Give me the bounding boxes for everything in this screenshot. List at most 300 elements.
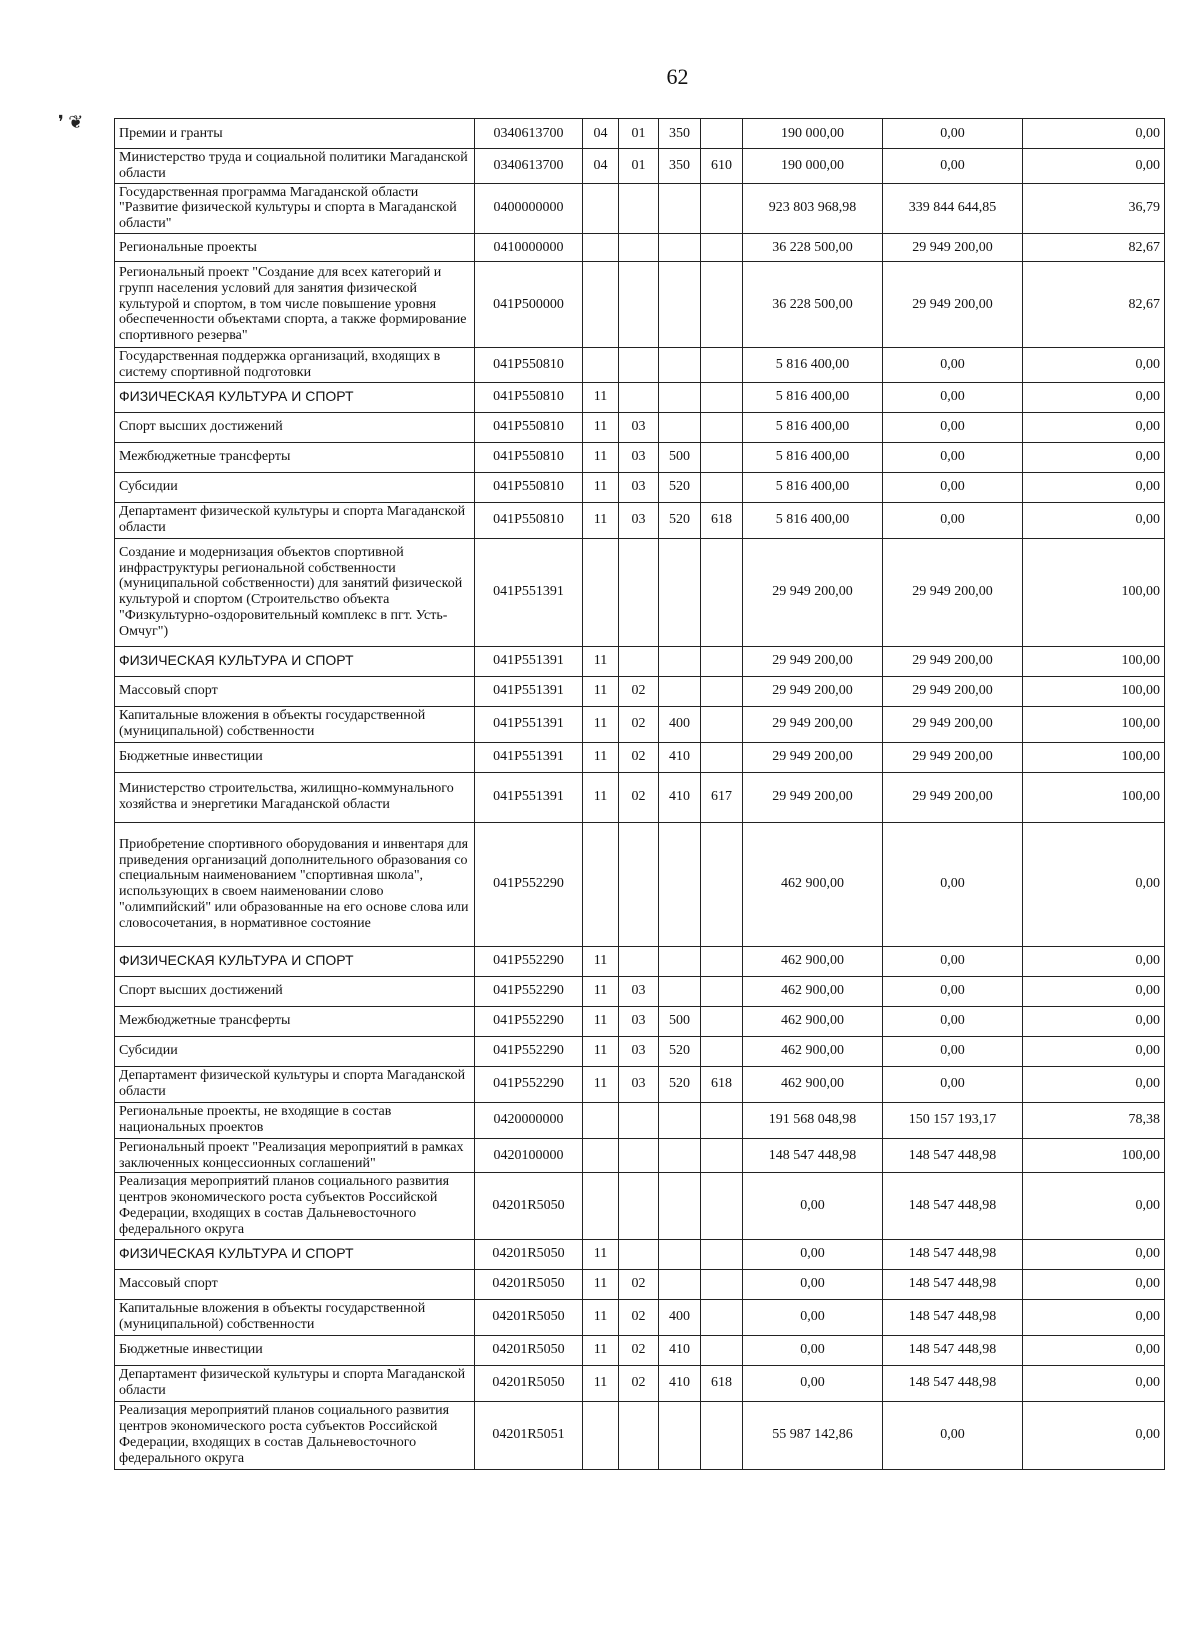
row-percent: 0,00 [1023,946,1165,976]
row-percent: 0,00 [1023,1335,1165,1365]
row-plan-amount: 5 816 400,00 [743,382,883,412]
row-administrator [701,472,743,502]
table-row [115,1066,1165,1102]
row-code: 041P551391 [475,742,583,772]
row-percent: 0,00 [1023,382,1165,412]
table-row [115,772,1165,822]
row-name: Бюджетные инвестиции [115,1335,475,1365]
row-administrator: 618 [701,502,743,538]
row-code: 041P551391 [475,646,583,676]
row-section [583,183,619,233]
row-expense-type: 410 [659,1335,701,1365]
row-subsection [619,1173,659,1239]
row-percent: 100,00 [1023,676,1165,706]
row-section: 11 [583,1365,619,1401]
row-section: 11 [583,1066,619,1102]
row-plan-amount: 462 900,00 [743,822,883,946]
row-name: Региональные проекты [115,234,475,262]
row-plan-amount: 29 949 200,00 [743,676,883,706]
row-subsection [619,262,659,348]
row-name: Региональные проекты, не входящие в состав национальных проектов [115,1102,475,1138]
row-code: 041P500000 [475,262,583,348]
row-actual-amount: 29 949 200,00 [883,772,1023,822]
row-percent: 0,00 [1023,822,1165,946]
row-expense-type: 520 [659,472,701,502]
row-name: Региональный проект "Создание для всех категорий и групп населения условий для занятия физической культурой и спортом, в том числе повышение уровня обеспеченности объектами спорта, а также формирование спортивного резерва" [115,262,475,348]
row-actual-amount: 148 547 448,98 [883,1269,1023,1299]
row-plan-amount: 0,00 [743,1173,883,1239]
row-code: 04201R5050 [475,1173,583,1239]
row-code: 04201R5050 [475,1365,583,1401]
row-actual-amount: 0,00 [883,976,1023,1006]
row-administrator [701,382,743,412]
row-code: 04201R5051 [475,1401,583,1469]
row-expense-type: 350 [659,119,701,149]
table-row [115,1401,1165,1469]
row-plan-amount: 0,00 [743,1335,883,1365]
row-administrator [701,412,743,442]
row-expense-type [659,646,701,676]
row-name: ФИЗИЧЕСКАЯ КУЛЬТУРА И СПОРТ [115,382,475,412]
row-plan-amount: 0,00 [743,1269,883,1299]
row-plan-amount: 5 816 400,00 [743,348,883,383]
row-subsection: 02 [619,742,659,772]
row-actual-amount: 0,00 [883,1036,1023,1066]
row-administrator [701,1006,743,1036]
row-percent: 100,00 [1023,772,1165,822]
row-plan-amount: 29 949 200,00 [743,646,883,676]
row-name: Межбюджетные трансферты [115,1006,475,1036]
row-code: 041P551391 [475,706,583,742]
row-actual-amount: 0,00 [883,1066,1023,1102]
row-subsection: 03 [619,442,659,472]
row-plan-amount: 191 568 048,98 [743,1102,883,1138]
row-expense-type [659,348,701,383]
row-administrator [701,1335,743,1365]
row-percent: 0,00 [1023,976,1165,1006]
row-actual-amount: 29 949 200,00 [883,262,1023,348]
table-row [115,1365,1165,1401]
row-subsection [619,1138,659,1173]
row-administrator [701,646,743,676]
row-plan-amount: 36 228 500,00 [743,262,883,348]
row-section: 11 [583,502,619,538]
row-percent: 100,00 [1023,538,1165,646]
row-subsection: 03 [619,976,659,1006]
row-section: 11 [583,946,619,976]
row-plan-amount: 462 900,00 [743,1036,883,1066]
row-plan-amount: 148 547 448,98 [743,1138,883,1173]
row-plan-amount: 55 987 142,86 [743,1401,883,1469]
row-actual-amount: 148 547 448,98 [883,1335,1023,1365]
row-plan-amount: 0,00 [743,1299,883,1335]
table-row [115,646,1165,676]
row-percent: 0,00 [1023,1036,1165,1066]
row-section [583,234,619,262]
row-percent: 0,00 [1023,502,1165,538]
row-code: 041P550810 [475,412,583,442]
row-percent: 0,00 [1023,1401,1165,1469]
row-subsection [619,234,659,262]
row-administrator [701,1239,743,1269]
row-subsection [619,646,659,676]
row-expense-type [659,382,701,412]
row-name: Массовый спорт [115,1269,475,1299]
row-name: Государственная поддержка организаций, входящих в систему спортивной подготовки [115,348,475,383]
row-percent: 0,00 [1023,442,1165,472]
row-section [583,1138,619,1173]
row-plan-amount: 0,00 [743,1239,883,1269]
row-subsection: 02 [619,1299,659,1335]
row-expense-type [659,412,701,442]
row-actual-amount: 0,00 [883,149,1023,184]
row-code: 041P552290 [475,822,583,946]
row-plan-amount: 5 816 400,00 [743,412,883,442]
row-percent: 100,00 [1023,706,1165,742]
row-actual-amount: 29 949 200,00 [883,742,1023,772]
row-actual-amount: 29 949 200,00 [883,676,1023,706]
row-administrator [701,119,743,149]
row-subsection [619,946,659,976]
row-code: 041P550810 [475,472,583,502]
row-section: 11 [583,772,619,822]
row-name: Субсидии [115,472,475,502]
row-administrator [701,1138,743,1173]
row-administrator: 610 [701,149,743,184]
row-expense-type [659,1269,701,1299]
row-name: Государственная программа Магаданской области "Развитие физической культуры и спорта в Магаданской области" [115,183,475,233]
row-administrator [701,183,743,233]
row-section: 11 [583,1299,619,1335]
row-actual-amount: 29 949 200,00 [883,538,1023,646]
row-actual-amount: 150 157 193,17 [883,1102,1023,1138]
row-administrator: 618 [701,1066,743,1102]
row-section: 11 [583,1036,619,1066]
row-expense-type [659,1239,701,1269]
row-plan-amount: 29 949 200,00 [743,772,883,822]
table-row [115,946,1165,976]
row-percent: 0,00 [1023,1239,1165,1269]
row-percent: 0,00 [1023,412,1165,442]
row-plan-amount: 5 816 400,00 [743,472,883,502]
row-subsection: 02 [619,676,659,706]
row-subsection [619,538,659,646]
table-row [115,412,1165,442]
row-subsection: 02 [619,706,659,742]
row-subsection [619,1401,659,1469]
row-expense-type [659,822,701,946]
row-section: 11 [583,472,619,502]
table-row [115,149,1165,184]
row-actual-amount: 0,00 [883,348,1023,383]
row-actual-amount: 0,00 [883,472,1023,502]
table-row [115,1138,1165,1173]
row-percent: 0,00 [1023,1173,1165,1239]
row-section [583,262,619,348]
row-administrator [701,1102,743,1138]
row-actual-amount: 29 949 200,00 [883,234,1023,262]
row-administrator [701,742,743,772]
table-row [115,1239,1165,1269]
row-name: Субсидии [115,1036,475,1066]
row-name: Бюджетные инвестиции [115,742,475,772]
row-subsection: 02 [619,772,659,822]
row-actual-amount: 0,00 [883,1006,1023,1036]
table-row [115,676,1165,706]
row-actual-amount: 148 547 448,98 [883,1365,1023,1401]
table-row [115,119,1165,149]
row-name: Капитальные вложения в объекты государственной (муниципальной) собственности [115,706,475,742]
row-administrator [701,262,743,348]
row-percent: 78,38 [1023,1102,1165,1138]
row-administrator [701,1401,743,1469]
row-actual-amount: 0,00 [883,502,1023,538]
row-section [583,1401,619,1469]
page-number: 62 [666,64,689,89]
row-name: Министерство строительства, жилищно-коммунального хозяйства и энергетики Магаданской области [115,772,475,822]
row-name: Региональный проект "Реализация мероприятий в рамках заключенных концессионных соглашений" [115,1138,475,1173]
row-expense-type [659,183,701,233]
row-actual-amount: 29 949 200,00 [883,646,1023,676]
row-administrator [701,348,743,383]
table-row [115,262,1165,348]
row-subsection: 03 [619,412,659,442]
row-section: 11 [583,676,619,706]
row-percent: 0,00 [1023,149,1165,184]
row-section: 11 [583,442,619,472]
row-percent: 0,00 [1023,1299,1165,1335]
row-name: Реализация мероприятий планов социального развития центров экономического роста субъектов Российской Федерации, входящих в состав Дальневосточного федерального округа [115,1401,475,1469]
row-plan-amount: 5 816 400,00 [743,442,883,472]
row-expense-type: 410 [659,772,701,822]
row-name: Создание и модернизация объектов спортивной инфраструктуры региональной собственности (муниципальной собственности) для занятий физической культурой и спортом (Строительство объекта "Физкультурно-оздоровительный комплекс в пгт. Усть-Омчуг") [115,538,475,646]
row-expense-type: 410 [659,742,701,772]
row-percent: 0,00 [1023,1269,1165,1299]
row-percent: 100,00 [1023,1138,1165,1173]
row-name: Департамент физической культуры и спорта Магаданской области [115,1066,475,1102]
row-name: Спорт высших достижений [115,412,475,442]
row-code: 041P550810 [475,348,583,383]
row-expense-type [659,538,701,646]
row-section [583,1102,619,1138]
table-row [115,538,1165,646]
row-administrator [701,946,743,976]
row-subsection [619,1239,659,1269]
row-actual-amount: 0,00 [883,119,1023,149]
row-percent: 100,00 [1023,646,1165,676]
row-actual-amount: 148 547 448,98 [883,1239,1023,1269]
row-actual-amount: 0,00 [883,382,1023,412]
row-actual-amount: 0,00 [883,1401,1023,1469]
row-plan-amount: 190 000,00 [743,119,883,149]
row-section: 11 [583,382,619,412]
row-actual-amount: 29 949 200,00 [883,706,1023,742]
row-code: 0340613700 [475,119,583,149]
row-administrator [701,442,743,472]
row-actual-amount: 148 547 448,98 [883,1173,1023,1239]
row-section: 11 [583,742,619,772]
row-expense-type: 350 [659,149,701,184]
row-percent: 100,00 [1023,742,1165,772]
row-expense-type: 410 [659,1365,701,1401]
row-code: 041P552290 [475,1036,583,1066]
row-section: 11 [583,1006,619,1036]
row-section: 04 [583,119,619,149]
row-expense-type [659,1102,701,1138]
row-code: 041P550810 [475,382,583,412]
row-expense-type: 500 [659,1006,701,1036]
row-subsection: 03 [619,1036,659,1066]
table-row [115,442,1165,472]
row-plan-amount: 462 900,00 [743,946,883,976]
row-plan-amount: 36 228 500,00 [743,234,883,262]
row-name: Приобретение спортивного оборудования и инвентаря для приведения организаций дополнительного образования со специальным наименованием "спортивная школа", использующих в своем наименовании слово "олимпийский" или образованные на его основе слова или словосочетания, в нормативное состояние [115,822,475,946]
row-administrator [701,1173,743,1239]
row-section: 11 [583,646,619,676]
row-subsection [619,382,659,412]
row-subsection: 01 [619,119,659,149]
row-expense-type [659,1138,701,1173]
row-section: 11 [583,1239,619,1269]
row-plan-amount: 462 900,00 [743,1066,883,1102]
row-code: 0420000000 [475,1102,583,1138]
row-section [583,538,619,646]
row-subsection: 03 [619,1006,659,1036]
row-plan-amount: 5 816 400,00 [743,502,883,538]
row-subsection: 03 [619,1066,659,1102]
row-code: 041P552290 [475,946,583,976]
row-name: Массовый спорт [115,676,475,706]
row-plan-amount: 29 949 200,00 [743,538,883,646]
row-percent: 82,67 [1023,262,1165,348]
row-actual-amount: 148 547 448,98 [883,1138,1023,1173]
row-section [583,1173,619,1239]
row-name: Спорт высших достижений [115,976,475,1006]
row-administrator [701,1269,743,1299]
table-row [115,234,1165,262]
table-row [115,1006,1165,1036]
row-code: 0340613700 [475,149,583,184]
row-administrator: 618 [701,1365,743,1401]
table-row [115,706,1165,742]
row-subsection [619,183,659,233]
table-row [115,1269,1165,1299]
row-name: Капитальные вложения в объекты государственной (муниципальной) собственности [115,1299,475,1335]
row-code: 04201R5050 [475,1269,583,1299]
row-expense-type [659,1401,701,1469]
row-expense-type: 520 [659,1066,701,1102]
row-code: 041P551391 [475,676,583,706]
row-actual-amount: 0,00 [883,822,1023,946]
table-row [115,1335,1165,1365]
row-administrator [701,1036,743,1066]
row-name: Межбюджетные трансферты [115,442,475,472]
row-name: ФИЗИЧЕСКАЯ КУЛЬТУРА И СПОРТ [115,646,475,676]
row-plan-amount: 29 949 200,00 [743,706,883,742]
row-code: 04201R5050 [475,1299,583,1335]
row-administrator [701,234,743,262]
row-actual-amount: 0,00 [883,412,1023,442]
row-administrator [701,1299,743,1335]
row-subsection [619,822,659,946]
row-administrator [701,706,743,742]
row-actual-amount: 0,00 [883,946,1023,976]
row-administrator: 617 [701,772,743,822]
table-row [115,183,1165,233]
table-row [115,1299,1165,1335]
row-expense-type [659,946,701,976]
row-section: 11 [583,1335,619,1365]
row-plan-amount: 462 900,00 [743,1006,883,1036]
row-percent: 0,00 [1023,348,1165,383]
table-row [115,822,1165,946]
row-code: 041P550810 [475,502,583,538]
row-percent: 0,00 [1023,119,1165,149]
table-row [115,1102,1165,1138]
row-plan-amount: 190 000,00 [743,149,883,184]
row-section: 04 [583,149,619,184]
row-expense-type [659,234,701,262]
row-percent: 0,00 [1023,472,1165,502]
row-section: 11 [583,976,619,1006]
row-actual-amount: 339 844 644,85 [883,183,1023,233]
row-plan-amount: 0,00 [743,1365,883,1401]
row-section: 11 [583,1269,619,1299]
row-expense-type [659,676,701,706]
row-section [583,822,619,946]
row-code: 0410000000 [475,234,583,262]
row-name: Департамент физической культуры и спорта Магаданской области [115,1365,475,1401]
row-percent: 82,67 [1023,234,1165,262]
row-actual-amount: 0,00 [883,442,1023,472]
row-subsection: 03 [619,502,659,538]
row-subsection [619,1102,659,1138]
row-subsection: 03 [619,472,659,502]
row-administrator [701,822,743,946]
scan-mark: ❜ ❦ [58,112,84,132]
row-code: 04201R5050 [475,1335,583,1365]
row-section [583,348,619,383]
table-row [115,1036,1165,1066]
row-name: Реализация мероприятий планов социального развития центров экономического роста субъектов Российской Федерации, входящих в состав Дальневосточного федерального округа [115,1173,475,1239]
row-name: ФИЗИЧЕСКАЯ КУЛЬТУРА И СПОРТ [115,946,475,976]
row-percent: 0,00 [1023,1365,1165,1401]
row-name: Департамент физической культуры и спорта Магаданской области [115,502,475,538]
row-percent: 0,00 [1023,1006,1165,1036]
row-name: ФИЗИЧЕСКАЯ КУЛЬТУРА И СПОРТ [115,1239,475,1269]
row-expense-type: 520 [659,1036,701,1066]
table-row [115,502,1165,538]
row-subsection: 02 [619,1269,659,1299]
row-administrator [701,976,743,1006]
table-row [115,472,1165,502]
row-code: 041P550810 [475,442,583,472]
row-administrator [701,676,743,706]
row-expense-type: 520 [659,502,701,538]
row-subsection: 02 [619,1335,659,1365]
row-plan-amount: 462 900,00 [743,976,883,1006]
row-subsection: 01 [619,149,659,184]
row-plan-amount: 923 803 968,98 [743,183,883,233]
row-administrator [701,538,743,646]
row-expense-type [659,1173,701,1239]
row-subsection [619,348,659,383]
row-code: 041P552290 [475,1006,583,1036]
row-plan-amount: 29 949 200,00 [743,742,883,772]
row-name: Премии и гранты [115,119,475,149]
row-code: 04201R5050 [475,1239,583,1269]
row-expense-type: 500 [659,442,701,472]
